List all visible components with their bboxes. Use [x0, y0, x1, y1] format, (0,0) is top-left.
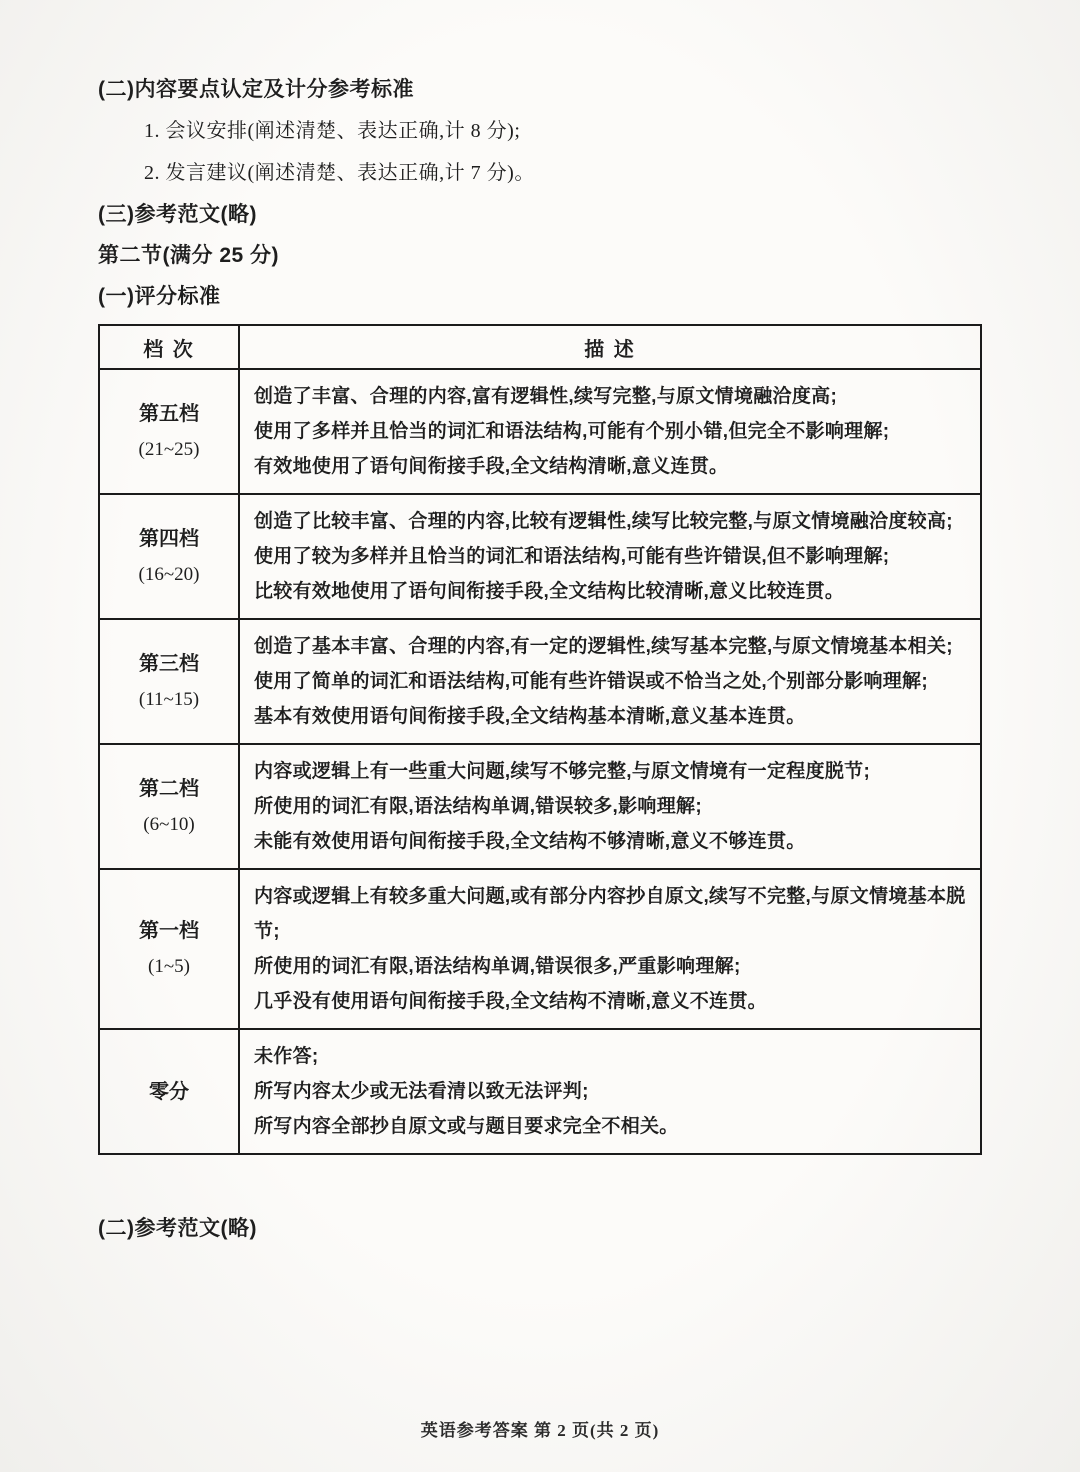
column-header-level: 档 次: [99, 325, 239, 369]
description-line: 几乎没有使用语句间衔接手段,全文结构不清晰,意义不连贯。: [254, 991, 767, 1012]
description-line: 比较有效地使用了语句间衔接手段,全文结构比较清晰,意义比较连贯。: [254, 581, 845, 602]
table-row: [99, 744, 981, 869]
description-line: 基本有效使用语句间衔接手段,全文结构基本清晰,意义基本连贯。: [254, 706, 806, 727]
level-range: (6~10): [143, 813, 195, 835]
level-range: (11~15): [138, 688, 200, 710]
section-heading-part2: 第二节(满分 25 分): [98, 244, 280, 267]
table-row: [99, 619, 981, 744]
level-cell: [99, 869, 239, 1029]
level-cell: [99, 1029, 239, 1154]
description-line: 所写内容全部抄自原文或与题目要求完全不相关。: [254, 1116, 679, 1137]
column-header-description: 描 述: [239, 325, 981, 369]
description-line: 创造了丰富、合理的内容,富有逻辑性,续写完整,与原文情境融洽度高;: [254, 386, 838, 407]
description-cell: [239, 369, 981, 494]
level-name: 第二档: [139, 777, 199, 800]
description-line: 所使用的词汇有限,语法结构单调,错误较多,影响理解;: [254, 796, 702, 817]
description-line: 使用了多样并且恰当的词汇和语法结构,可能有个别小错,但完全不影响理解;: [254, 421, 890, 442]
description-cell: [239, 744, 981, 869]
description-cell: [239, 1029, 981, 1154]
description-line: 创造了比较丰富、合理的内容,比较有逻辑性,续写比较完整,与原文情境融洽度较高;: [254, 511, 953, 532]
description-line: 所写内容太少或无法看清以致无法评判;: [254, 1081, 589, 1102]
description-cell: [239, 619, 981, 744]
table-row: [99, 1029, 981, 1154]
description-line: 创造了基本丰富、合理的内容,有一定的逻辑性,续写基本完整,与原文情境基本相关;: [254, 636, 953, 657]
level-cell: [99, 369, 239, 494]
description-line: 有效地使用了语句间衔接手段,全文结构清晰,意义连贯。: [254, 456, 729, 477]
scoring-rubric-table: [98, 324, 982, 1155]
table-row: [99, 494, 981, 619]
level-cell: [99, 619, 239, 744]
level-name: 第三档: [139, 652, 199, 675]
description-cell: [239, 869, 981, 1029]
description-line: 内容或逻辑上有较多重大问题,或有部分内容抄自原文,续写不完整,与原文情境基本脱节;: [254, 886, 966, 942]
level-cell: [99, 744, 239, 869]
level-name: 第五档: [139, 402, 199, 425]
description-line: 未能有效使用语句间衔接手段,全文结构不够清晰,意义不够连贯。: [254, 831, 806, 852]
description-line: 使用了较为多样并且恰当的词汇和语法结构,可能有些许错误,但不影响理解;: [254, 546, 890, 567]
section-heading-sample-essay-1: (三)参考范文(略): [98, 203, 257, 226]
level-range: (21~25): [138, 438, 200, 460]
level-name: 第四档: [139, 527, 199, 550]
level-name: 零分: [149, 1080, 189, 1103]
level-name: 第一档: [139, 920, 199, 942]
list-item-meeting-arrangement: 1. 会议安排(阐述清楚、表达正确,计 8 分);: [144, 120, 521, 142]
page-footer: 英语参考答案 第 2 页(共 2 页): [420, 1421, 660, 1440]
description-line: 使用了简单的词汇和语法结构,可能有些许错误或不恰当之处,个别部分影响理解;: [254, 671, 928, 692]
table-row: [99, 369, 981, 494]
list-item-speech-suggestion: 2. 发言建议(阐述清楚、表达正确,计 7 分)。: [144, 162, 535, 184]
section-heading-content-points: (二)内容要点认定及计分参考标准: [98, 78, 414, 101]
description-cell: [239, 494, 981, 619]
level-range: (16~20): [138, 563, 200, 585]
section-heading-scoring-criteria: (一)评分标准: [98, 285, 221, 308]
section-heading-sample-essay-2: (二)参考范文(略): [98, 1217, 257, 1240]
level-cell: [99, 494, 239, 619]
description-line: 未作答;: [254, 1046, 319, 1067]
description-line: 内容或逻辑上有一些重大问题,续写不够完整,与原文情境有一定程度脱节;: [254, 761, 871, 782]
table-header-row: [99, 325, 981, 369]
description-line: 所使用的词汇有限,语法结构单调,错误很多,严重影响理解;: [254, 956, 741, 977]
table-row: [99, 869, 981, 1029]
level-range: (1~5): [148, 956, 190, 977]
